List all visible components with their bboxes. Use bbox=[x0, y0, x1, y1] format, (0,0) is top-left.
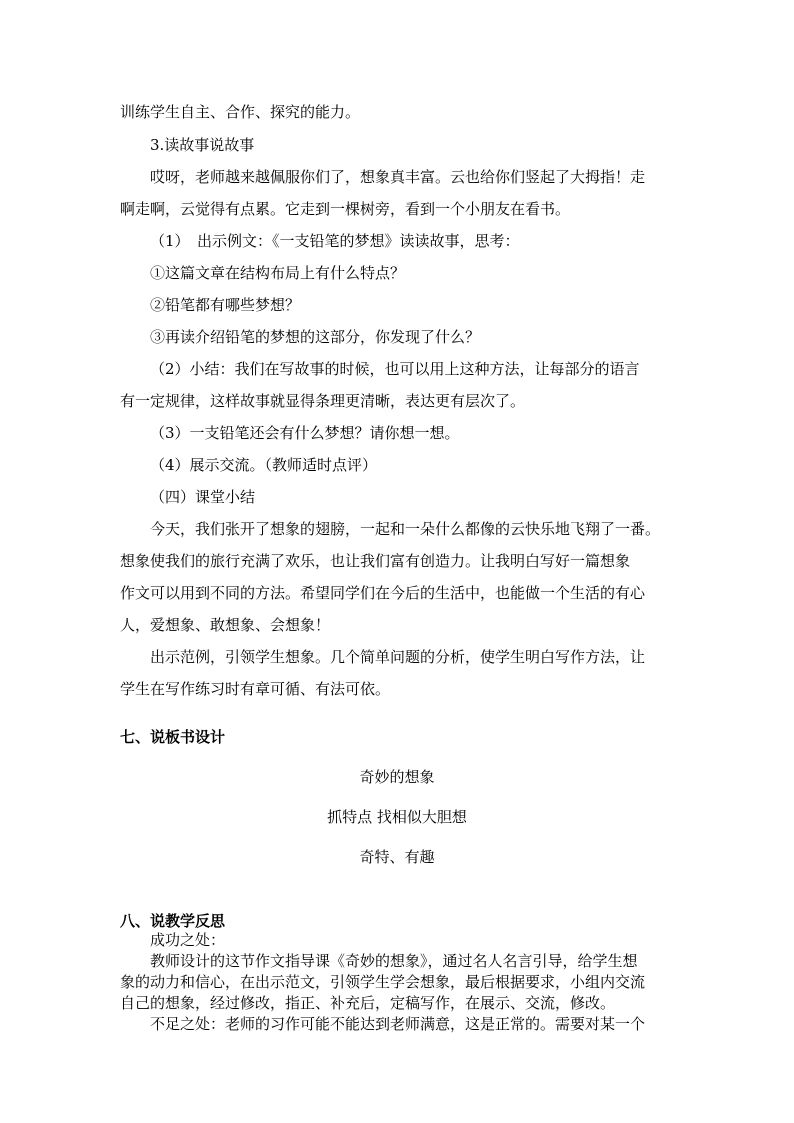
body-line: 3.读故事说故事 bbox=[150, 136, 255, 154]
body-line: 不足之处：老师的习作可能不能达到老师满意，这是正常的。需要对某一个 bbox=[150, 1015, 646, 1033]
body-line: 象的动力和信心，在出示范文，引领学生学会想象，最后根据要求，小组内交流 bbox=[120, 973, 646, 991]
body-line: ①这篇文章在结构布局上有什么特点？ bbox=[150, 264, 406, 282]
body-line: 出示范例，引领学生想象。几个简单问题的分析，使学生明白写作方法，让 bbox=[150, 648, 646, 666]
body-line: 教师设计的这节作文指导课《奇妙的想象》，通过名人名言引导，给学生想 bbox=[150, 952, 638, 970]
body-line: ③再读介绍铅笔的梦想的这部分，你发现了什么？ bbox=[150, 328, 481, 346]
body-line: （3）一支铅笔还会有什么梦想？请你想一想。 bbox=[150, 424, 460, 442]
body-line: 学生在写作练习时有章可循、有法可依。 bbox=[120, 680, 391, 698]
board-line: 奇特、有趣 bbox=[359, 848, 435, 866]
board-line: 奇妙的想象 bbox=[359, 768, 435, 786]
body-line: 想象使我们的旅行充满了欢乐，也让我们富有创造力。让我明白写好一篇想象 bbox=[120, 552, 631, 570]
body-line: 有一定规律，这样故事就显得条理更清晰，表达更有层次了。 bbox=[120, 392, 526, 410]
body-line: 训练学生自主、合作、探究的能力。 bbox=[120, 103, 361, 121]
board-line: 抓特点 找相似大胆想 bbox=[327, 808, 467, 826]
body-line: 人，爱想象、敢想象、会想象！ bbox=[120, 616, 331, 634]
body-line: （四）课堂小结 bbox=[150, 488, 256, 506]
body-line: ②铅笔都有哪些梦想？ bbox=[150, 296, 301, 314]
body-line: （1） 出示例文：《一支铅笔的梦想》读读故事，思考： bbox=[150, 232, 520, 250]
body-line: 哎呀，老师越来越佩服你们了，想象真丰富。云也给你们竖起了大拇指！走 bbox=[150, 168, 646, 186]
body-line: 今天，我们张开了想象的翅膀，一起和一朵什么都像的云快乐地飞翔了一番。 bbox=[150, 520, 661, 538]
body-line: （2）小结：我们在写故事的时候，也可以用上这种方法，让每部分的语言 bbox=[150, 360, 640, 378]
body-line: 作文可以用到不同的方法。希望同学们在今后的生活中，也能做一个生活的有心 bbox=[120, 584, 646, 602]
section-heading: 八、说教学反思 bbox=[120, 912, 226, 930]
body-line: 自己的想象，经过修改，指正、补充后，定稿写作，在展示、交流，修改。 bbox=[120, 994, 616, 1012]
body-line: 啊走啊，云觉得有点累。它走到一棵树旁，看到一个小朋友在看书。 bbox=[120, 200, 571, 218]
section-heading: 七、说板书设计 bbox=[120, 728, 226, 746]
body-line: 成功之处： bbox=[150, 931, 226, 949]
body-line: （4）展示交流。（教师适时点评） bbox=[150, 456, 378, 474]
